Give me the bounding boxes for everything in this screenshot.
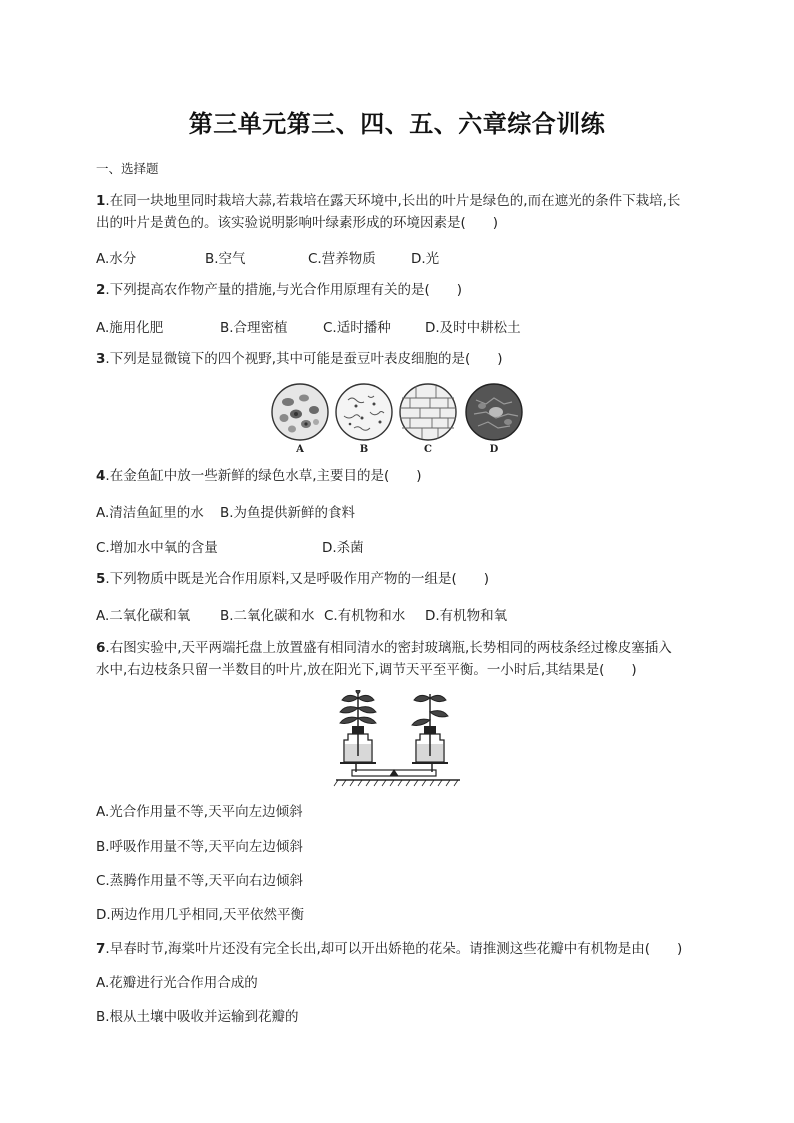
microscope-field-d <box>466 384 522 440</box>
page-title: 第三单元第三、四、五、六章综合训练 <box>188 110 606 138</box>
question-number: 1 <box>96 193 106 209</box>
question-number: 7 <box>96 941 106 957</box>
question-text: .下列提高农作物产量的措施,与光合作用原理有关的是( ) <box>105 282 463 298</box>
option-c[interactable]: C.增加水中氧的含量 <box>96 540 218 556</box>
question-1-options <box>96 247 439 267</box>
figure-label-b: B <box>359 444 369 455</box>
right-branch <box>412 694 448 728</box>
question-1-continued: 出的叶片是黄色的。该实验说明影响叶绿素形成的环境因素是( ) <box>96 215 499 231</box>
question-text: .下列是显微镜下的四个视野,其中可能是蚕豆叶表皮细胞的是( ) <box>105 351 503 367</box>
right-bottle <box>416 726 444 762</box>
question-2-options <box>96 316 521 336</box>
question-3 <box>96 350 503 368</box>
question-4-options-row-1 <box>96 501 355 521</box>
option-d[interactable]: D.杀菌 <box>322 540 364 556</box>
question-number: 6 <box>96 640 106 656</box>
microscope-field-a <box>272 384 328 440</box>
figure-label-d: D <box>489 444 499 455</box>
question-6-continued: 水中,右边枝条只留一半数目的叶片,放在阳光下,调节天平至平衡。一小时后,其结果是( ) <box>96 662 637 678</box>
microscope-field-c <box>400 384 456 440</box>
question-text: .在金鱼缸中放一些新鲜的绿色水草,主要目的是( ) <box>105 468 422 484</box>
option-c[interactable]: C.营养物质 <box>308 251 376 267</box>
option-a[interactable]: A.二氧化碳和氧 <box>96 608 191 624</box>
figure-label-c: C <box>424 444 432 455</box>
option-d[interactable]: D.有机物和氧 <box>425 608 508 624</box>
question-6 <box>96 639 672 657</box>
option-c[interactable]: C.适时播种 <box>323 320 391 336</box>
balance-scale <box>334 763 460 786</box>
question-number: 3 <box>96 351 106 367</box>
option-a[interactable]: A.施用化肥 <box>96 320 164 336</box>
question-text: .早春时节,海棠叶片还没有完全长出,却可以开出娇艳的花朵。请推测这些花瓣中有机物是由( ) <box>105 941 683 957</box>
microscope-fields-figure <box>270 382 526 456</box>
question-1 <box>96 192 680 210</box>
question-2 <box>96 281 462 299</box>
question-7 <box>96 940 682 958</box>
question-number: 2 <box>96 282 106 298</box>
option-b[interactable]: B.为鱼提供新鲜的食料 <box>220 505 356 521</box>
option-a[interactable]: A.清洁鱼缸里的水 <box>96 505 204 521</box>
balance-experiment-figure <box>326 690 470 790</box>
option-c[interactable]: C.有机物和水 <box>324 608 406 624</box>
question-6-option-a[interactable]: A.光合作用量不等,天平向左边倾斜 <box>96 804 303 820</box>
option-d[interactable]: D.光 <box>411 251 440 267</box>
section-heading: 一、选择题 <box>96 161 159 176</box>
question-text: .在同一块地里同时栽培大蒜,若栽培在露天环境中,长出的叶片是绿色的,而在遮光的条件下栽培,长 <box>105 193 681 209</box>
question-6-option-c[interactable]: C.蒸腾作用量不等,天平向右边倾斜 <box>96 873 304 889</box>
question-4-options-row-2 <box>96 536 364 556</box>
left-branch <box>340 690 376 728</box>
question-number: 4 <box>96 468 106 484</box>
question-6-option-b[interactable]: B.呼吸作用量不等,天平向左边倾斜 <box>96 839 303 855</box>
microscope-field-b <box>336 384 392 440</box>
question-6-option-d[interactable]: D.两边作用几乎相同,天平依然平衡 <box>96 907 304 923</box>
question-text: .右图实验中,天平两端托盘上放置盛有相同清水的密封玻璃瓶,长势相同的两枝条经过橡皮塞插入 <box>105 640 672 656</box>
question-5 <box>96 570 489 588</box>
question-number: 5 <box>96 571 106 587</box>
left-bottle <box>344 726 372 762</box>
option-d[interactable]: D.及时中耕松土 <box>425 320 521 336</box>
question-7-option-b[interactable]: B.根从土壤中吸收并运输到花瓣的 <box>96 1009 299 1025</box>
question-4 <box>96 467 422 485</box>
option-a[interactable]: A.水分 <box>96 251 137 267</box>
question-5-options <box>96 604 507 624</box>
option-b[interactable]: B.空气 <box>205 251 246 267</box>
option-b[interactable]: B.合理密植 <box>220 320 288 336</box>
figure-label-a: A <box>296 444 304 455</box>
option-b[interactable]: B.二氧化碳和水 <box>220 608 315 624</box>
question-text: .下列物质中既是光合作用原料,又是呼吸作用产物的一组是( ) <box>105 571 490 587</box>
question-7-option-a[interactable]: A.花瓣进行光合作用合成的 <box>96 975 258 991</box>
